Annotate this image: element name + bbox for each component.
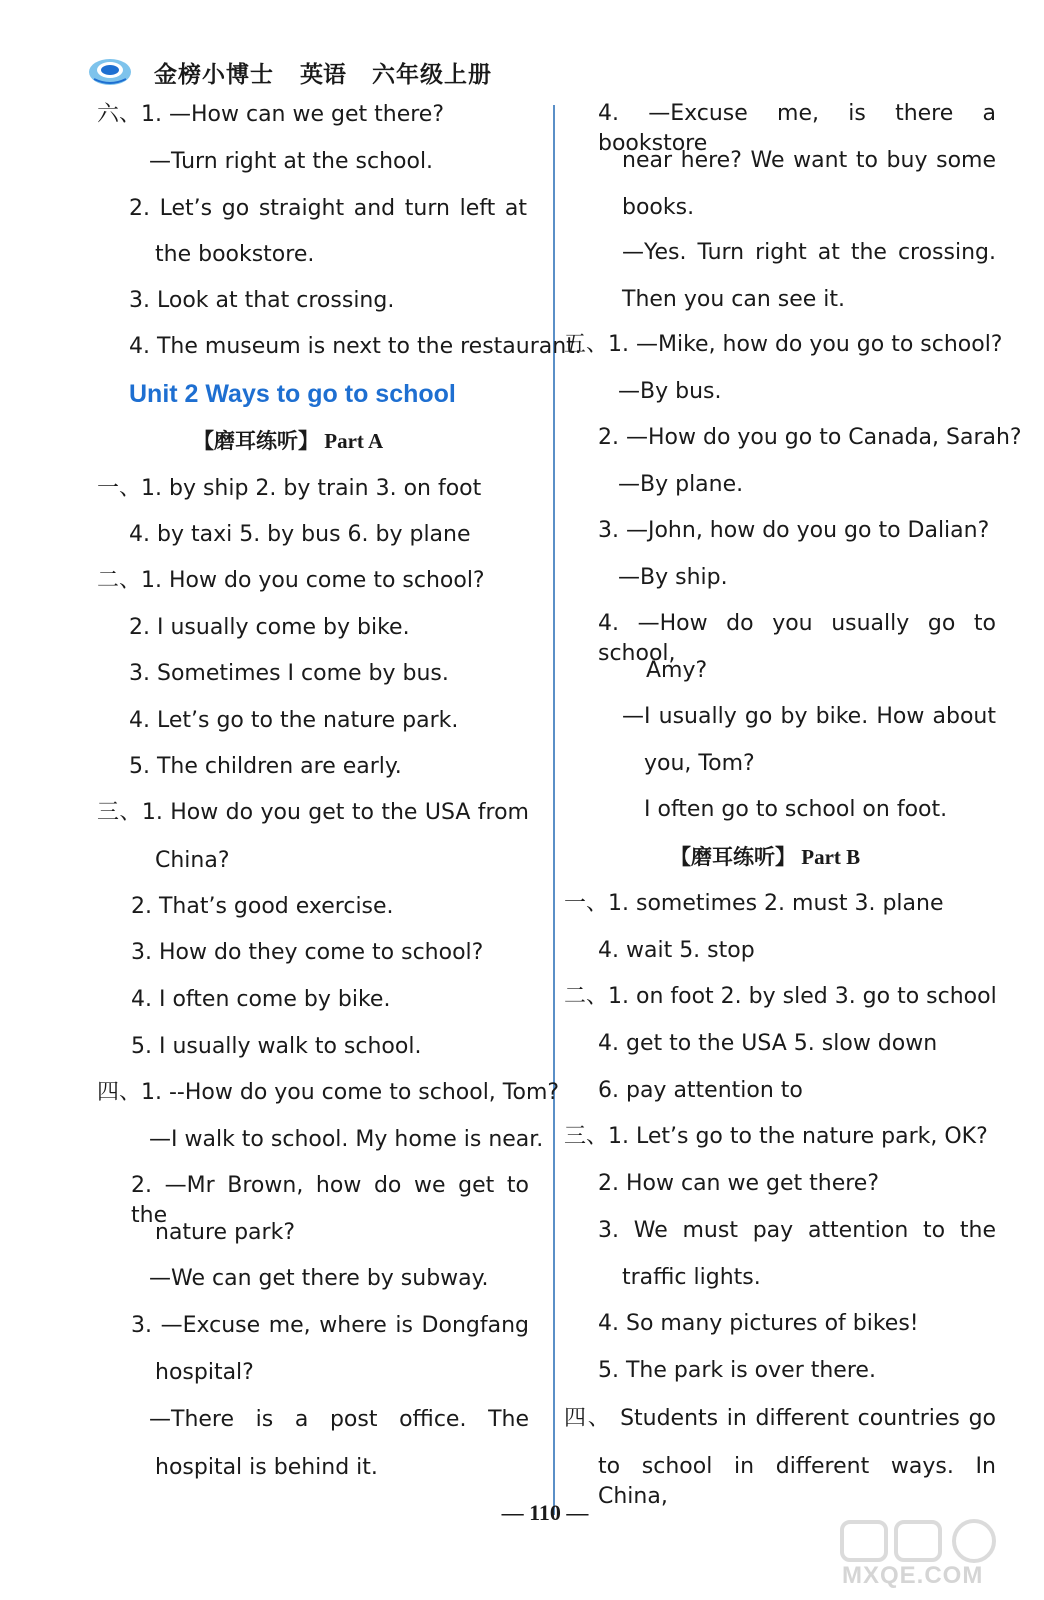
answer-line: 二、1. on foot 2. by sled 3. go to school <box>564 984 997 1009</box>
answer-line: 4. Let’s go to the nature park. <box>129 708 459 733</box>
answer-line: —There is a post office. The <box>149 1407 529 1432</box>
answer-line: 6. pay attention to <box>598 1078 803 1103</box>
answer-line: 三、1. Let’s go to the nature park, OK? <box>564 1124 988 1149</box>
answer-line: near here? We want to buy some <box>622 148 996 173</box>
answer-line: Then you can see it. <box>622 287 846 312</box>
answer-line: —Turn right at the school. <box>149 149 434 174</box>
answer-line: 3. Sometimes I come by bus. <box>129 661 449 686</box>
answer-line: hospital? <box>155 1360 254 1385</box>
answer-line: —Yes. Turn right at the crossing. <box>622 240 996 265</box>
answer-line: 4. So many pictures of bikes! <box>598 1311 919 1336</box>
answer-line: —By bus. <box>618 379 722 404</box>
answer-line: 4. —Excuse me, is there a bookstore <box>598 101 996 156</box>
answer-line: 六、1. —How can we get there? <box>97 102 445 127</box>
book-globe-logo-icon <box>88 57 132 87</box>
brand-name: 金榜小博士 <box>154 61 274 88</box>
answer-line: 4. I often come by bike. <box>131 987 391 1012</box>
answer-line: 二、1. How do you come to school? <box>97 568 485 593</box>
answer-line: I often go to school on foot. <box>644 797 948 822</box>
answer-line: to school in different ways. In China, <box>598 1454 996 1509</box>
answer-stamp-watermark-icon <box>834 1518 1014 1564</box>
answer-line: 四、1. --How do you come to school, Tom? <box>97 1080 560 1105</box>
answer-line: 4. wait 5. stop <box>598 938 755 963</box>
answer-line: —By plane. <box>618 472 744 497</box>
answer-line: 2. —Mr Brown, how do we get to the <box>131 1173 529 1228</box>
answer-line: —I usually go by bike. How about <box>622 704 996 729</box>
answer-line: 5. I usually walk to school. <box>131 1034 422 1059</box>
answer-line: 五、1. —Mike, how do you go to school? <box>564 332 1003 357</box>
answer-line: 3. —Excuse me, where is Dongfang <box>131 1313 529 1338</box>
answer-line: 2. —How do you go to Canada, Sarah? <box>598 425 1022 450</box>
answer-line: 2. That’s good exercise. <box>131 894 394 919</box>
answer-line: 三、1. How do you get to the USA from <box>97 800 529 825</box>
answer-line: 4. The museum is next to the restaurant. <box>129 334 582 359</box>
answer-line: 2. Let’s go straight and turn left at <box>129 196 527 221</box>
answer-line: 5. The children are early. <box>129 754 402 779</box>
answer-line: —We can get there by subway. <box>149 1266 489 1291</box>
answer-line: 3. —John, how do you go to Dalian? <box>598 518 990 543</box>
page-number: — 110 — <box>501 1500 589 1525</box>
answer-line: 4. —How do you usually go to school, <box>598 611 996 666</box>
answer-line: —By ship. <box>618 565 728 590</box>
answer-line: nature park? <box>155 1220 295 1245</box>
grade-label: 六年级上册 <box>372 61 492 88</box>
answer-line: 3. How do they come to school? <box>131 940 484 965</box>
answer-line: —I walk to school. My home is near. <box>149 1127 544 1152</box>
answer-line: 一、1. by ship 2. by train 3. on foot <box>97 476 482 501</box>
answer-line: 四、 Students in different countries go <box>564 1406 996 1431</box>
answer-line: the bookstore. <box>155 242 315 267</box>
answer-line: 3. We must pay attention to the <box>598 1218 996 1243</box>
answer-line: 一、1. sometimes 2. must 3. plane <box>564 891 944 916</box>
watermark <box>834 1518 1014 1588</box>
section-heading: 【磨耳练听】 Part A <box>193 429 384 453</box>
subject-label: 英语 <box>300 61 346 88</box>
watermark-text: MXQE.COM <box>842 1562 984 1589</box>
answer-line: 4. by taxi 5. by bus 6. by plane <box>129 522 471 547</box>
answer-line: hospital is behind it. <box>155 1455 378 1480</box>
answer-line: 4. get to the USA 5. slow down <box>598 1031 938 1056</box>
answer-line: 2. I usually come by bike. <box>129 615 410 640</box>
page-header <box>88 52 492 92</box>
unit-title: Unit 2 Ways to go to school <box>129 380 456 408</box>
answer-line: you, Tom? <box>644 751 755 776</box>
section-heading: 【磨耳练听】 Part B <box>670 845 861 869</box>
answer-line: traffic lights. <box>622 1265 761 1290</box>
answer-line: China? <box>155 848 230 873</box>
answer-line: books. <box>622 195 695 220</box>
answer-line: 3. Look at that crossing. <box>129 288 395 313</box>
answer-line: 2. How can we get there? <box>598 1171 880 1196</box>
answer-line: 5. The park is over there. <box>598 1358 876 1383</box>
answer-line: Amy? <box>646 658 708 683</box>
column-divider <box>553 105 555 1515</box>
